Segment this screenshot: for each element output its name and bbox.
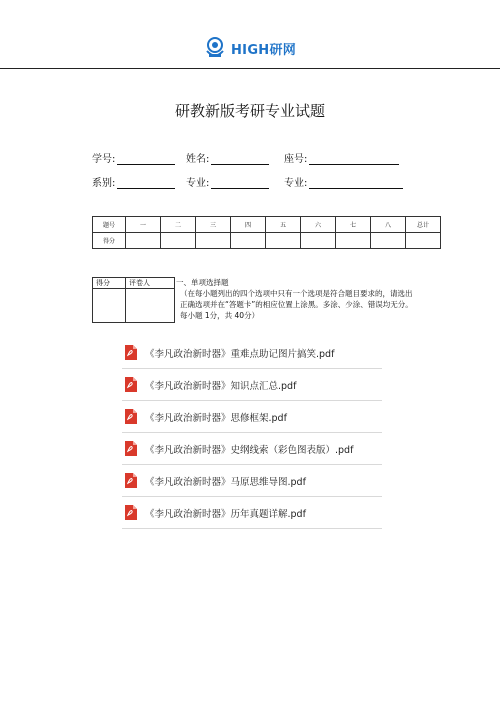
score-table-header-row (93, 217, 441, 233)
major-label-2: 专业: (284, 178, 308, 189)
header-cell: 七 (336, 217, 371, 233)
major-label-1: 专业: (186, 178, 210, 189)
pdf-icon (124, 505, 137, 520)
file-name: 《李凡政治新时器》马原思维导图.pdf (145, 476, 306, 488)
score-cell[interactable] (301, 233, 336, 249)
score-cell[interactable] (266, 233, 301, 249)
file-item[interactable] (122, 497, 382, 529)
file-name: 《李凡政治新时器》史纲线索（彩色图表版）.pdf (145, 444, 354, 456)
student-id-label: 学号: (92, 154, 116, 165)
student-id-field[interactable] (92, 150, 175, 165)
department-field[interactable] (92, 174, 175, 189)
seat-field[interactable] (284, 150, 399, 165)
name-label: 姓名: (186, 154, 210, 165)
header-cell: 四 (231, 217, 266, 233)
file-item[interactable] (122, 369, 382, 401)
header-divider (0, 68, 500, 69)
score-row-label: 得分 (93, 233, 126, 249)
score-cell[interactable] (406, 233, 441, 249)
pdf-icon (124, 377, 137, 392)
file-name: 《李凡政治新时器》思修框架.pdf (145, 412, 287, 424)
file-name: 《李凡政治新时器》重难点助记图片搞笑.pdf (145, 348, 335, 360)
header-cell: 五 (266, 217, 301, 233)
department-blank[interactable] (117, 176, 175, 189)
logo-emblem-icon (203, 36, 227, 60)
section-instruction: （在每小题列出的四个选项中只有一个选项是符合题目要求的，请选出正确选项并在“答题卡”的相应位置上涂黑。多涂、少涂、错误均无分。每小题 1分，共 40分） (180, 289, 413, 320)
name-field[interactable] (186, 150, 269, 165)
major-blank-2[interactable] (309, 176, 403, 189)
grader-box (92, 277, 175, 323)
pdf-icon (124, 409, 137, 424)
grader-name-label: 评卷人 (126, 278, 175, 289)
score-cell[interactable] (196, 233, 231, 249)
header-cell: 二 (161, 217, 196, 233)
site-logo (203, 36, 303, 60)
grader-score-cell[interactable] (93, 289, 126, 323)
score-cell[interactable] (161, 233, 196, 249)
major-field-2[interactable] (284, 174, 403, 189)
header-cell: 题号 (93, 217, 126, 233)
seat-label: 座号: (284, 154, 308, 165)
score-cell[interactable] (371, 233, 406, 249)
logo-text: HIGH研网 (231, 42, 297, 58)
header-cell: 总计 (406, 217, 441, 233)
pdf-icon (124, 473, 137, 488)
score-table (92, 216, 441, 249)
section-heading: 一、单项选择题 (176, 278, 229, 287)
grader-score-label: 得分 (93, 278, 126, 289)
document-title: 研教新版考研专业试题 (174, 102, 325, 120)
grader-name-cell[interactable] (126, 289, 175, 323)
name-blank[interactable] (211, 152, 269, 165)
header-cell: 八 (371, 217, 406, 233)
file-name: 《李凡政治新时器》历年真题详解.pdf (145, 508, 306, 520)
file-item[interactable] (122, 337, 382, 369)
file-name: 《李凡政治新时器》知识点汇总.pdf (145, 380, 297, 392)
score-table-score-row (93, 233, 441, 249)
score-cell[interactable] (336, 233, 371, 249)
major-field-1[interactable] (186, 174, 269, 189)
file-list (122, 337, 382, 529)
header-cell: 六 (301, 217, 336, 233)
pdf-icon (124, 345, 137, 360)
pdf-icon (124, 441, 137, 456)
score-cell[interactable] (126, 233, 161, 249)
header-cell: 三 (196, 217, 231, 233)
header-cell: 一 (126, 217, 161, 233)
file-item[interactable] (122, 433, 382, 465)
student-id-blank[interactable] (117, 152, 175, 165)
section-block (176, 277, 416, 321)
score-cell[interactable] (231, 233, 266, 249)
file-item[interactable] (122, 401, 382, 433)
major-blank-1[interactable] (211, 176, 269, 189)
department-label: 系别: (92, 178, 116, 189)
file-item[interactable] (122, 465, 382, 497)
seat-blank[interactable] (309, 152, 399, 165)
